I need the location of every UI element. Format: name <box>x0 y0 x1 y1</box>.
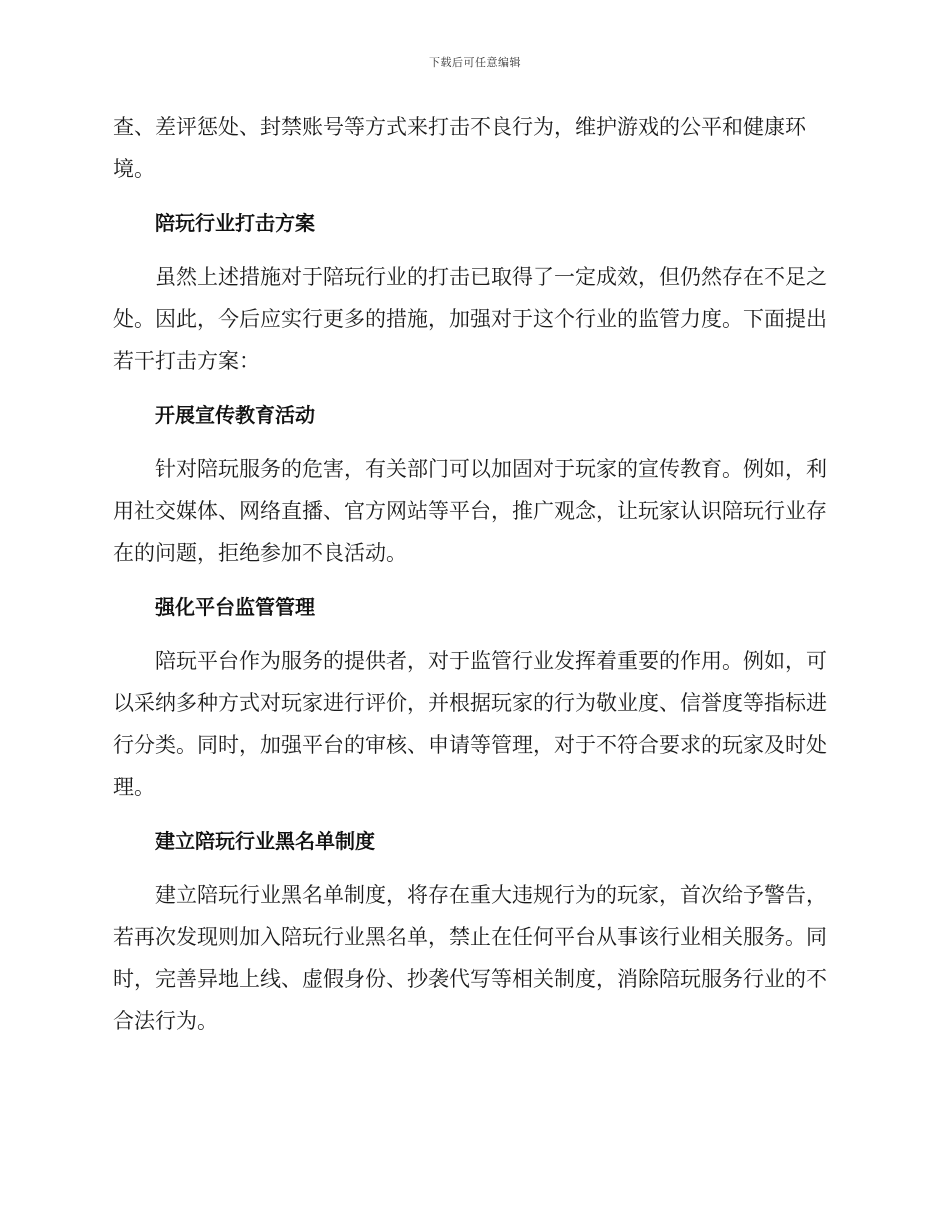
page-header: 下载后可任意编辑 <box>429 56 521 69</box>
paragraph-education: 针对陪玩服务的危害，有关部门可以加固对于玩家的宣传教育。例如，利用社交媒体、网络直播、官方网站等平台，推广观念，让玩家认识陪玩行业存在的问题，拒绝参加不良活动。 <box>113 457 827 565</box>
paragraph-plan-intro: 虽然上述措施对于陪玩行业的打击已取得了一定成效，但仍然存在不足之处。因此，今后应实行更多的措施，加强对于这个行业的监管力度。下面提出若干打击方案： <box>113 265 827 373</box>
section-heading-platform-regulation: 强化平台监管管理 <box>155 595 315 619</box>
section-heading-blacklist: 建立陪玩行业黑名单制度 <box>155 829 375 853</box>
document-body <box>113 106 835 1054</box>
paragraph-continued: 查、差评惩处、封禁账号等方式来打击不良行为，维护游戏的公平和健康环境。 <box>113 115 806 181</box>
section-heading-education: 开展宣传教育活动 <box>155 403 315 427</box>
paragraph-platform-regulation: 陪玩平台作为服务的提供者，对于监管行业发挥着重要的作用。例如，可以采纳多种方式对玩家进行评价，并根据玩家的行为敬业度、信誉度等指标进行分类。同时，加强平台的审核、申请等管理，对于不符合要求的玩家及时处理。 <box>113 649 827 799</box>
section-heading-crackdown-plan: 陪玩行业打击方案 <box>155 211 315 235</box>
paragraph-blacklist: 建立陪玩行业黑名单制度，将存在重大违规行为的玩家，首次给予警告，若再次发现则加入陪玩行业黑名单，禁止在任何平台从事该行业相关服务。同时，完善异地上线、虚假身份、抄袭代写等相关制度，消除陪玩服务行业的不合法行为。 <box>113 883 827 1033</box>
